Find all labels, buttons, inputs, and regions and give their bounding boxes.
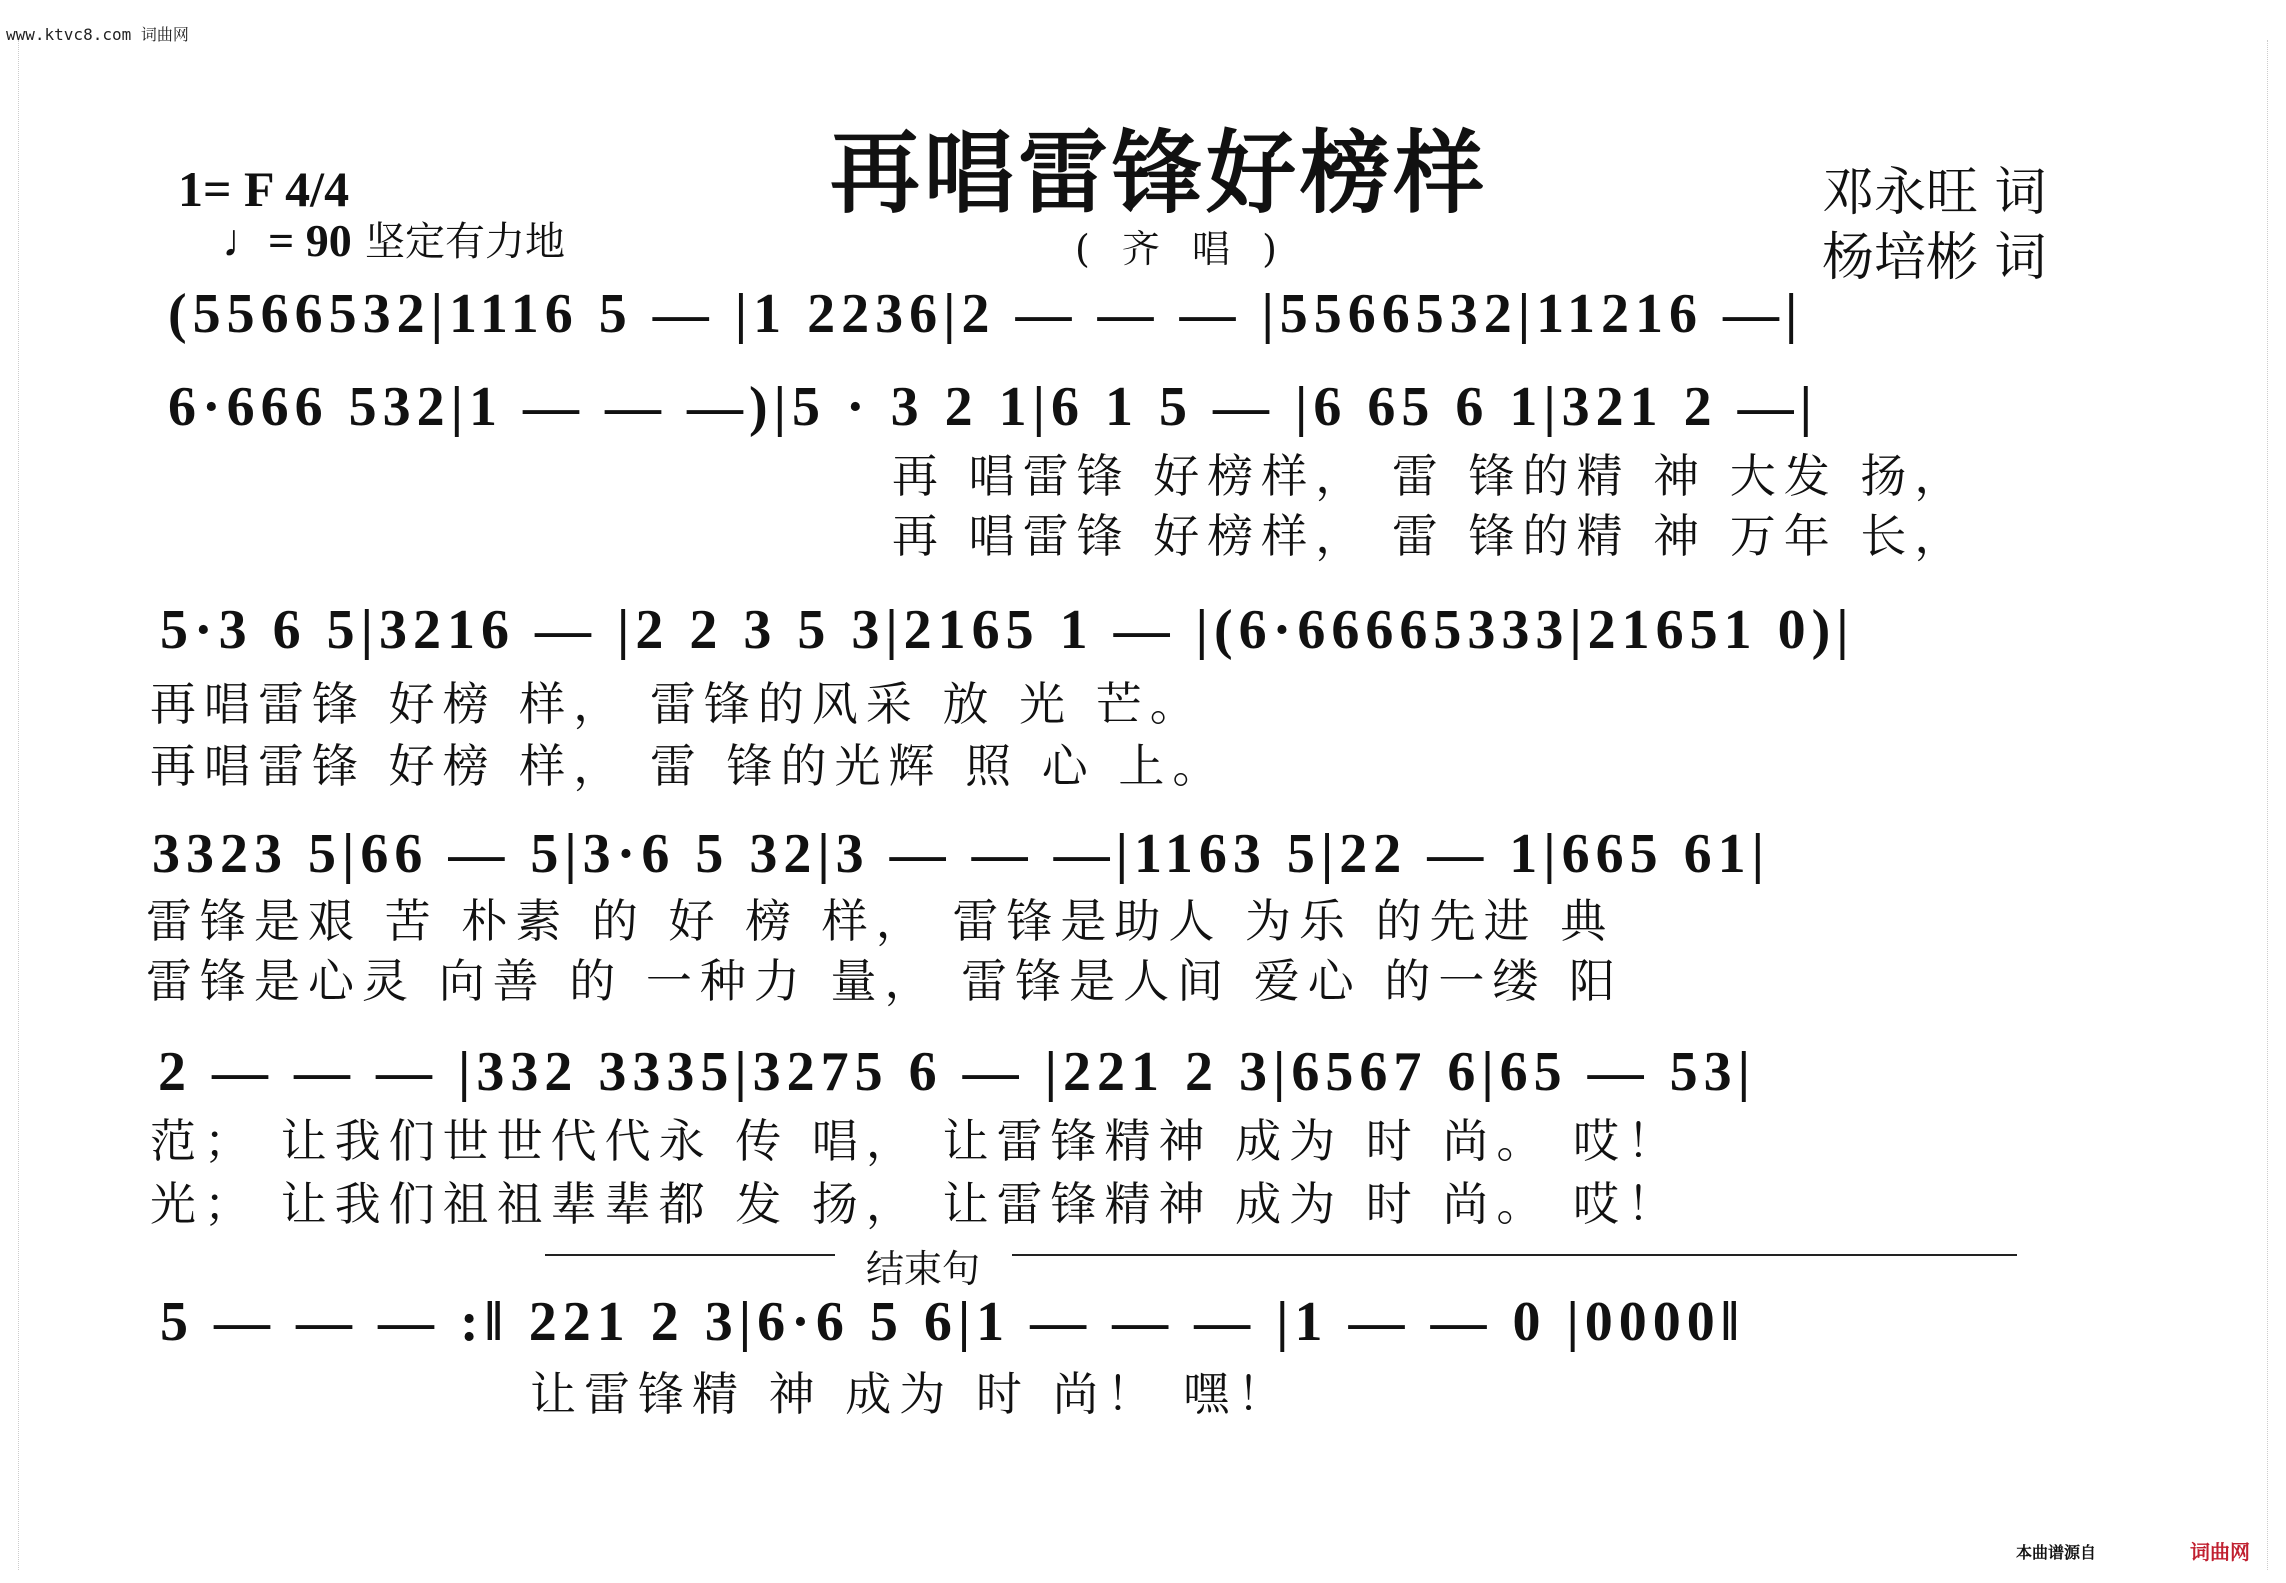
song-subtitle: ( 齐 唱 ) (1075, 227, 1287, 271)
lyric-line-5b: 光； 让我们祖祖辈辈都 发 扬， 让雷锋精神 成为 时 尚。 哎！ (150, 1177, 1681, 1231)
lyric-line-6: 让雷锋精 神 成为 时 尚！ 嘿！ (530, 1367, 1292, 1421)
composer-credit: 杨培彬 词 (1822, 228, 2047, 288)
tempo-marking: 坚定有力地 (365, 219, 565, 265)
right-margin-strip (2267, 40, 2286, 1570)
notation-line-3: 5·3 6 5|3216 — |2 2 3 5 3|2165 1 — |(6·66665333|21651 0)| (160, 599, 1855, 661)
key-signature: 1= F 4/4 (178, 161, 350, 217)
lyric-line-3a: 再唱雷锋 好榜 样， 雷锋的风采 放 光 芒。 (150, 677, 1204, 731)
lyric-line-3b: 再唱雷锋 好榜 样， 雷 锋的光辉 照 心 上。 (150, 739, 1227, 793)
tempo: ♩= 90 (222, 215, 352, 266)
footer-source: 本曲谱源自 (2015, 1543, 2096, 1562)
ending-rule-right (1012, 1254, 2017, 1256)
lyric-line-5a: 范； 让我们世世代代永 传 唱， 让雷锋精神 成为 时 尚。 哎！ (150, 1114, 1681, 1168)
notation-line-1: (5566532|1116 5 — |1 2236|2 — — — |5566532|11216 —| (168, 283, 1804, 345)
lyric-line-2b: 再 唱雷锋 好榜样， 雷 锋的精 神 万年 长， (892, 509, 1969, 563)
left-margin-strip (0, 40, 19, 1570)
notation-line-2: 6·666 532|1 — — —)|5 · 3 2 1|6 1 5 — |6 65 6 1|321 2 —| (168, 376, 1818, 438)
notation-line-4: 3323 5|66 — 5|3·6 5 32|3 — — —|1163 5|22 — 1|665 61| (152, 823, 1770, 885)
lyric-line-2a: 再 唱雷锋 好榜样， 雷 锋的精 神 大发 扬， (892, 449, 1969, 503)
lyric-line-4a: 雷锋是艰 苦 朴素 的 好 榜 样， 雷锋是助人 为乐 的先进 典 (146, 894, 1615, 948)
site-watermark: www.ktvc8.com 词曲网 (6, 25, 189, 44)
lyricist-credit: 邓永旺 词 (1822, 163, 2047, 223)
ending-label: 结束句 (866, 1247, 981, 1291)
ending-rule-left (545, 1254, 835, 1256)
notation-line-5: 2 — — — |332 3335|3275 6 — |221 2 3|6567 6|65 — 53| (158, 1041, 1756, 1103)
footer-brand[interactable]: 词曲网 (2190, 1540, 2250, 1564)
song-title: 再唱雷锋好榜样 (830, 120, 1488, 226)
notation-line-6: 5 — — — :‖ 221 2 3|6·6 5 6|1 — — — |1 — — 0 |0000‖ (160, 1291, 1745, 1353)
lyric-line-4b: 雷锋是心灵 向善 的 一种力 量， 雷锋是人间 爱心 的一缕 阳 (146, 954, 1623, 1008)
